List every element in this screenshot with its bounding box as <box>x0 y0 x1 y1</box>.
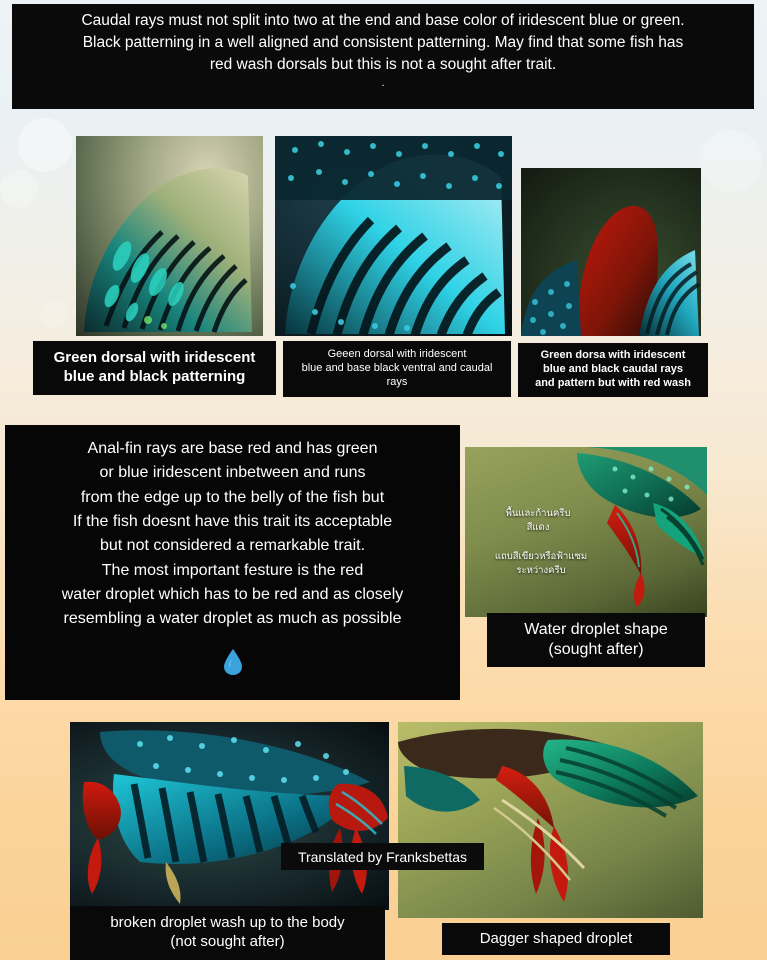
mid-text-line-8: resembling a water droplet as much as possible <box>63 610 402 628</box>
thai-line-3: แถบสีเขียวหรือฟ้าแซม <box>494 551 588 562</box>
caption-line-2: (sought after) <box>548 641 644 658</box>
caption-line-1: Green dorsal with iridescent <box>53 349 256 367</box>
mid-text-line-1: Anal-fin rays are base red and has green <box>87 440 378 457</box>
caption-line-1: Green dorsa with iridescent <box>540 349 686 362</box>
translator-credit: Translated by Franksbettas <box>281 843 484 870</box>
dagger-droplet-photo <box>398 722 703 918</box>
mid-text-line-7: water droplet which has to be red and as closely <box>61 585 404 603</box>
top-caption-block <box>12 4 754 109</box>
water-droplet-photo <box>465 447 707 617</box>
caption-line-2: blue and black caudal rays <box>542 363 683 376</box>
mid-text-line-2: or blue iridescent inbetween and runs <box>99 464 366 482</box>
green-dorsal-ventral-photo <box>275 136 512 336</box>
caption-line-1: Geeen dorsal with iridescent <box>327 348 467 361</box>
bokeh-decoration <box>0 170 38 208</box>
green-dorsal-photo <box>76 136 263 336</box>
dorsal-fin-illustration <box>76 136 263 336</box>
top-caption-line-3: red wash dorsals but this is not a sought after trait. <box>209 56 557 73</box>
thai-annotation-lower <box>471 550 611 579</box>
ventral-caudal-fin-illustration <box>275 136 512 336</box>
thai-annotation-upper <box>473 507 603 536</box>
caption-line-2: (not sought after) <box>170 933 285 950</box>
mid-text-line-5: but not considered a remarkable trait. <box>99 537 366 555</box>
mid-text-line-3: from the edge up to the belly of the fish but <box>80 488 385 506</box>
thai-line-1: พื้นและก้านครีบ <box>505 508 571 519</box>
bokeh-decoration <box>700 130 762 192</box>
top-caption-dot: . <box>381 77 385 89</box>
broken-droplet-photo <box>70 722 389 910</box>
broken-droplet-fin-illustration <box>70 722 389 910</box>
thai-line-4: ระหว่างครีบ <box>516 565 566 577</box>
anal-fin-description-block <box>5 425 460 700</box>
green-dorsal-red-wash-photo <box>521 168 701 336</box>
top-caption-line-2: Black patterning in a well aligned and consistent patterning. May find that some fish has <box>82 34 684 51</box>
dagger-droplet-caption <box>442 923 670 955</box>
caption-line-1: broken droplet wash up to the body <box>110 914 345 932</box>
top-caption-line-1: Caudal rays must not split into two at the end and base color of iridescent blue or green. <box>81 12 685 29</box>
water-droplet-caption <box>487 613 705 667</box>
green-dorsal-ventral-caption <box>283 341 511 397</box>
caption-line-1: Water droplet shape <box>524 621 668 638</box>
caption-line-2: blue and base black ventral and caudal <box>301 362 493 375</box>
green-dorsal-caption <box>33 341 276 395</box>
green-dorsal-red-wash-caption <box>518 343 708 397</box>
caption-line-2: blue and black patterning <box>63 368 246 385</box>
caption-line-1: Dagger shaped droplet <box>479 929 633 947</box>
caption-line-3: rays <box>386 375 408 388</box>
red-wash-fin-illustration <box>521 168 701 336</box>
mid-text-line-6: The most important festure is the red <box>101 561 364 579</box>
caption-line-3: and pattern but with red wash <box>535 376 691 389</box>
broken-droplet-caption <box>70 906 385 960</box>
bokeh-decoration <box>18 118 72 172</box>
thai-line-2: สีแดง <box>526 522 550 534</box>
mid-text-line-4: If the fish doesnt have this trait its acceptable <box>72 512 393 530</box>
dagger-droplet-fin-illustration <box>398 722 703 918</box>
water-droplet-icon <box>222 648 244 684</box>
bokeh-decoration <box>40 300 68 328</box>
